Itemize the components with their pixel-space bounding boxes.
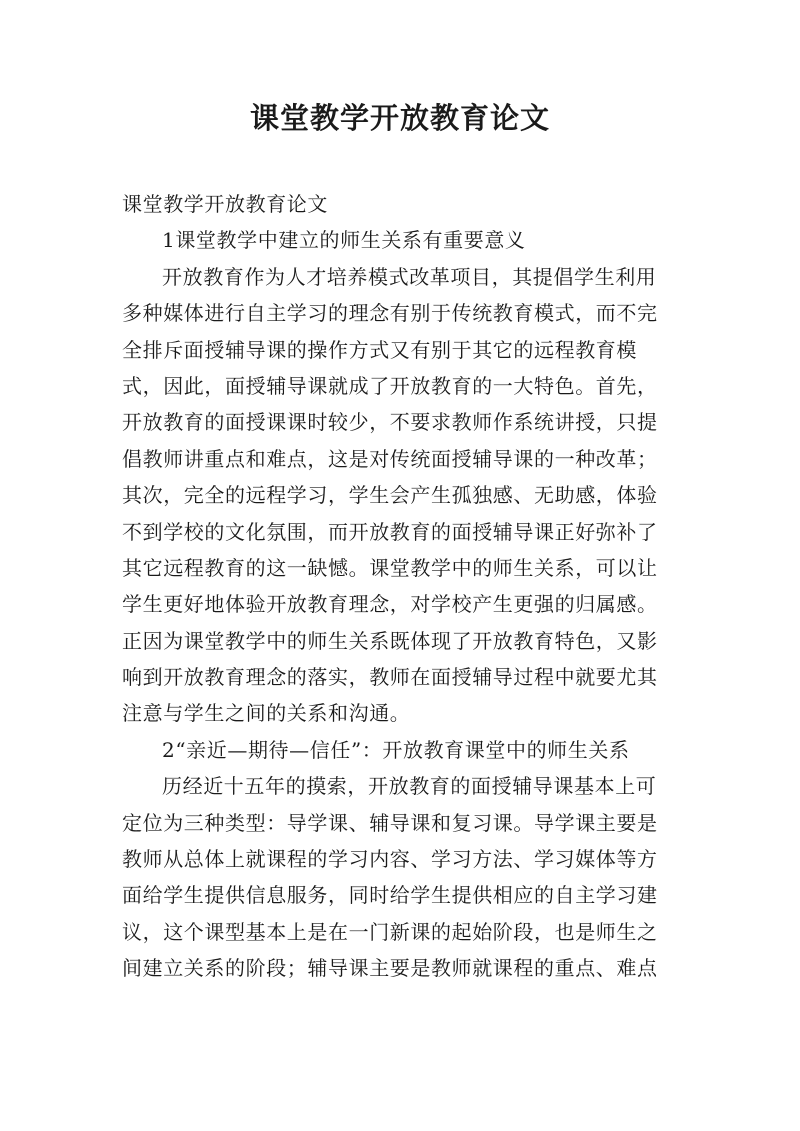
text-line: 议，这个课型基本上是在一门新课的起始阶段，也是师生之 — [122, 919, 658, 944]
text-line: 开放教育的面授课课时较少，不要求教师作系统讲授，只提 — [122, 410, 658, 435]
text-line: 历经近十五年的摸索，开放教育的面授辅导课基本上可 — [162, 774, 657, 799]
text-line: 面给学生提供信息服务，同时给学生提供相应的自主学习建 — [122, 883, 658, 908]
text-line: 2“亲近—期待—信任”：开放教育课堂中的师生关系 — [162, 737, 630, 762]
text-line: 学生更好地体验开放教育理念，对学校产生更强的归属感。 — [122, 592, 658, 617]
text-line: 式，因此，面授辅导课就成了开放教育的一大特色。首先， — [122, 373, 658, 398]
text-line: 定位为三种类型：导学课、辅导课和复习课。导学课主要是 — [122, 810, 658, 835]
text-line: 间建立关系的阶段；辅导课主要是教师就课程的重点、难点 — [122, 956, 658, 981]
text-line: 倡教师讲重点和难点，这是对传统面授辅导课的一种改革； — [122, 446, 658, 471]
document-title: 课堂教学开放教育论文 — [249, 101, 550, 135]
text-line: 其它远程教育的这一缺憾。课堂教学中的师生关系，可以让 — [122, 555, 658, 580]
text-line: 多种媒体进行自主学习的理念有别于传统教育模式，而不完 — [122, 301, 658, 326]
text-line: 响到开放教育理念的落实，教师在面授辅导过程中就要尤其 — [122, 665, 658, 690]
text-line: 全排斥面授辅导课的操作方式又有别于其它的远程教育模 — [122, 337, 637, 362]
text-line: 1课堂教学中建立的师生关系有重要意义 — [162, 228, 526, 253]
text-line: 不到学校的文化氛围，而开放教育的面授辅导课正好弥补了 — [122, 519, 658, 544]
text-line: 正因为课堂教学中的师生关系既体现了开放教育特色，又影 — [122, 628, 658, 653]
text-line: 教师从总体上就课程的学习内容、学习方法、学习媒体等方 — [122, 847, 658, 872]
text-line: 注意与学生之间的关系和沟通。 — [122, 701, 411, 726]
text-line: 课堂教学开放教育论文 — [122, 192, 328, 216]
document-body — [122, 186, 682, 987]
text-line: 其次，完全的远程学习，学生会产生孤独感、无助感，体验 — [122, 483, 658, 508]
text-line: 开放教育作为人才培养模式改革项目，其提倡学生利用 — [162, 264, 657, 289]
